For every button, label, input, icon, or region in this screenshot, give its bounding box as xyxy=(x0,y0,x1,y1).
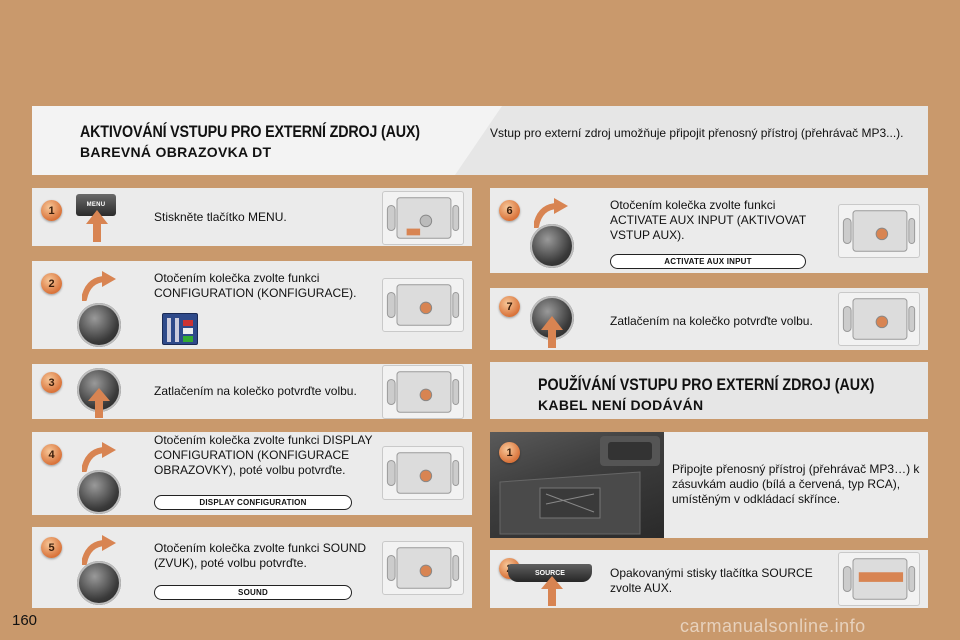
step-number-badge: 2 xyxy=(41,273,62,294)
step-text: Stiskněte tlačítko MENU. xyxy=(154,210,287,224)
section-subtitle: KABEL NENÍ DODÁVÁN xyxy=(538,397,704,413)
step-text: Otočením kolečka zvolte funkci SOUND (ZVUK), poté volbu potvrďte. xyxy=(154,541,367,570)
knob-icon xyxy=(77,303,121,347)
step-number-badge: 6 xyxy=(499,200,520,221)
step-number-badge: 4 xyxy=(41,444,62,465)
step-number-badge: 5 xyxy=(41,537,62,558)
step-panel-1 xyxy=(32,188,472,246)
step-panel-4 xyxy=(32,432,472,515)
use-step-panel-2 xyxy=(490,550,928,608)
step-number-badge: 7 xyxy=(499,296,520,317)
press-arrow-icon xyxy=(88,388,110,418)
menu-label-sound: SOUND xyxy=(154,585,352,600)
step-text: Opakovanými stisky tlačítka SOURCE zvolte AUX. xyxy=(610,566,813,595)
step-panel-3 xyxy=(32,364,472,419)
section-header-use-aux xyxy=(490,362,928,419)
radio-unit-icon xyxy=(838,204,920,258)
radio-unit-icon xyxy=(382,278,464,332)
step-text: Připojte přenosný přístroj (přehrávač MP3…) k zásuvkám audio (bílá a červená, typ RCA), umístěným v odkládací skřínce. xyxy=(672,462,920,506)
menu-label-display-configuration: DISPLAY CONFIGURATION xyxy=(154,495,352,510)
radio-unit-icon xyxy=(382,365,464,419)
radio-unit-icon xyxy=(838,552,920,606)
step-text: Zatlačením na kolečko potvrďte volbu. xyxy=(154,384,357,398)
radio-unit-icon xyxy=(382,191,464,245)
rotate-arrow-icon xyxy=(82,442,116,472)
use-step-panel-1 xyxy=(490,432,928,538)
menu-label-activate-aux-input: ACTIVATE AUX INPUT xyxy=(610,254,806,269)
step-text: Zatlačením na kolečko potvrďte volbu. xyxy=(610,314,813,328)
step-number-badge: 1 xyxy=(41,200,62,221)
step-text: Otočením kolečka zvolte funkci ACTIVATE AUX INPUT (AKTIVOVAT VSTUP AUX). xyxy=(610,198,807,242)
header-description: Vstup pro externí zdroj umožňuje připojit přenosný přístroj (přehrávač MP3...). xyxy=(490,126,904,140)
section-title: POUŽÍVÁNÍ VSTUPU PRO EXTERNÍ ZDROJ (AUX) xyxy=(538,375,875,394)
configuration-icon xyxy=(162,313,198,345)
knob-icon xyxy=(530,224,574,268)
step-number-badge: 3 xyxy=(41,372,62,393)
menu-button: MENU xyxy=(76,194,116,216)
press-arrow-icon xyxy=(86,210,108,242)
step-panel-7 xyxy=(490,288,928,350)
step-number-badge: 1 xyxy=(499,442,520,463)
step-panel-6 xyxy=(490,188,928,273)
knob-icon xyxy=(77,561,121,605)
press-arrow-icon xyxy=(541,576,563,606)
source-button: SOURCE xyxy=(508,564,592,582)
watermark: carmanualsonline.info xyxy=(680,616,866,636)
section-header-aux xyxy=(32,106,928,175)
rotate-arrow-icon xyxy=(82,271,116,301)
step-text: Otočením kolečka zvolte funkci DISPLAY CONFIGURATION (KONFIGURACE OBRAZOVKY), poté volbu potvrďte. xyxy=(154,433,373,477)
press-arrow-icon xyxy=(541,316,563,348)
step-text: Otočením kolečka zvolte funkci CONFIGURATION (KONFIGURACE). xyxy=(154,271,357,300)
radio-unit-icon xyxy=(838,292,920,346)
page-title: AKTIVOVÁNÍ VSTUPU PRO EXTERNÍ ZDROJ (AUX) xyxy=(80,122,420,141)
page-number: 160 xyxy=(12,612,38,629)
step-panel-2 xyxy=(32,261,472,349)
step-panel-5 xyxy=(32,527,472,608)
radio-unit-icon xyxy=(382,541,464,595)
radio-unit-icon xyxy=(382,446,464,500)
page-subtitle: BAREVNÁ OBRAZOVKA DT xyxy=(80,144,272,160)
knob-icon xyxy=(77,470,121,514)
